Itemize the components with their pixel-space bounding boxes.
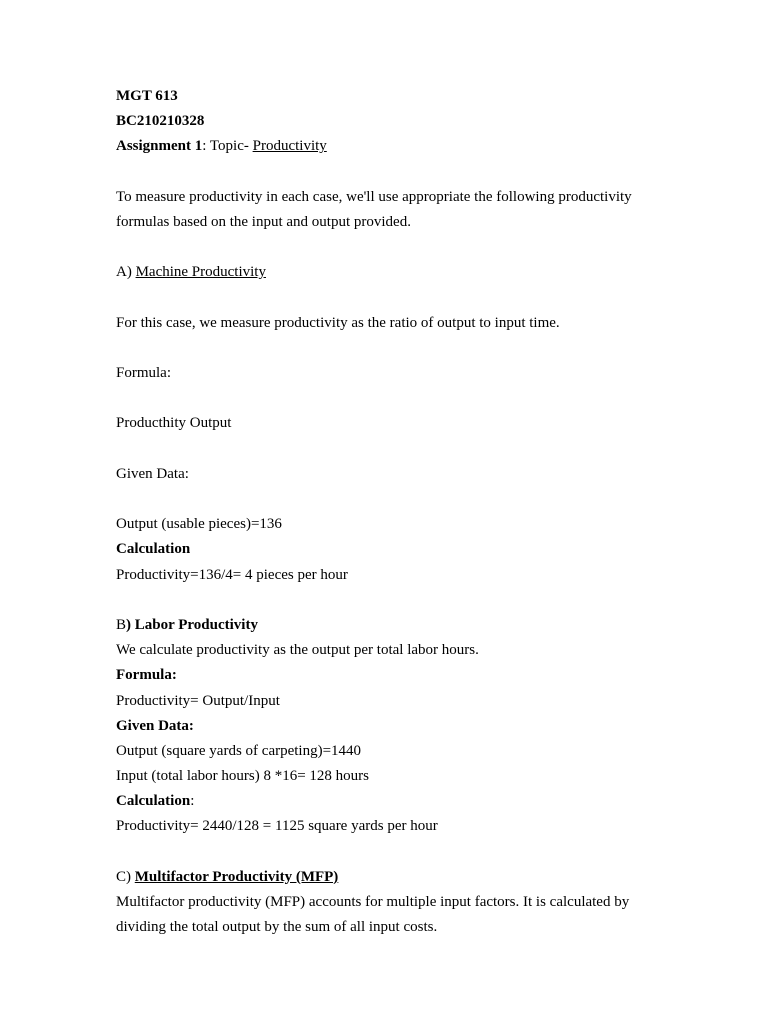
section-b-title: ) Labor Productivity — [126, 616, 258, 633]
section-c-prefix: C) — [116, 868, 135, 885]
spacer — [116, 386, 676, 411]
section-b-calc-label: Calculation — [116, 793, 191, 810]
document-page — [116, 84, 676, 940]
section-a-title: Machine Productivity — [135, 264, 266, 281]
section-c-line-1: Multifactor productivity (MFP) accounts for multiple input factors. It is calculated by — [116, 894, 630, 910]
spacer — [116, 588, 676, 613]
section-a-formula-label: Formula: — [116, 365, 171, 382]
spacer — [116, 840, 676, 865]
topic-title: Productivity — [252, 138, 327, 155]
course-code: MGT 613 — [116, 88, 178, 104]
section-b-calc-heading — [116, 789, 676, 814]
section-a-calc-label: Calculation — [116, 541, 191, 558]
student-id: BC210210328 — [116, 113, 205, 130]
section-a-formula: Producthity Output — [116, 415, 232, 432]
intro-line-2: formulas based on the input and output provided. — [116, 213, 411, 230]
intro-line-1: To measure productivity in each case, we'll use appropriate the following productivity — [116, 188, 632, 205]
section-a-given-output: Output (usable pieces)=136 — [116, 516, 282, 533]
section-b-calc: Productivity= 2440/128 = 1125 square yards per hour — [116, 818, 438, 835]
section-b-given-label: Given Data: — [116, 717, 194, 734]
spacer — [116, 437, 676, 462]
section-c-heading — [116, 865, 676, 890]
section-b-given-input: Input (total labor hours) 8 *16= 128 hours — [116, 768, 370, 785]
section-b-description: We calculate productivity as the output per total labor hours. — [116, 642, 479, 659]
section-a-given-label: Given Data: — [116, 465, 189, 482]
section-a-prefix: A) — [116, 264, 136, 281]
section-c-line-2: dividing the total output by the sum of all input costs. — [116, 919, 438, 936]
assignment-label: Assignment 1 — [116, 138, 203, 155]
spacer — [116, 235, 676, 260]
section-a-description: For this case, we measure productivity as the ratio of output to input time. — [116, 314, 560, 331]
section-b-calc-colon: : — [190, 793, 195, 810]
spacer — [116, 286, 676, 311]
spacer — [116, 487, 676, 512]
section-c-title: Multifactor Productivity (MFP) — [134, 868, 339, 885]
section-a-heading — [116, 260, 676, 285]
section-b-formula: Productivity= Output/Input — [116, 692, 280, 709]
spacer — [116, 160, 676, 185]
spacer — [116, 336, 676, 361]
topic-prefix: : Topic- — [202, 138, 253, 155]
section-b-given-output: Output (square yards of carpeting)=1440 — [116, 742, 362, 759]
section-a-calc: Productivity=136/4= 4 pieces per hour — [116, 566, 348, 583]
section-b-heading — [116, 613, 676, 638]
section-b-prefix: B — [116, 616, 127, 633]
assignment-heading — [116, 134, 676, 159]
section-b-formula-label: Formula: — [116, 667, 177, 684]
